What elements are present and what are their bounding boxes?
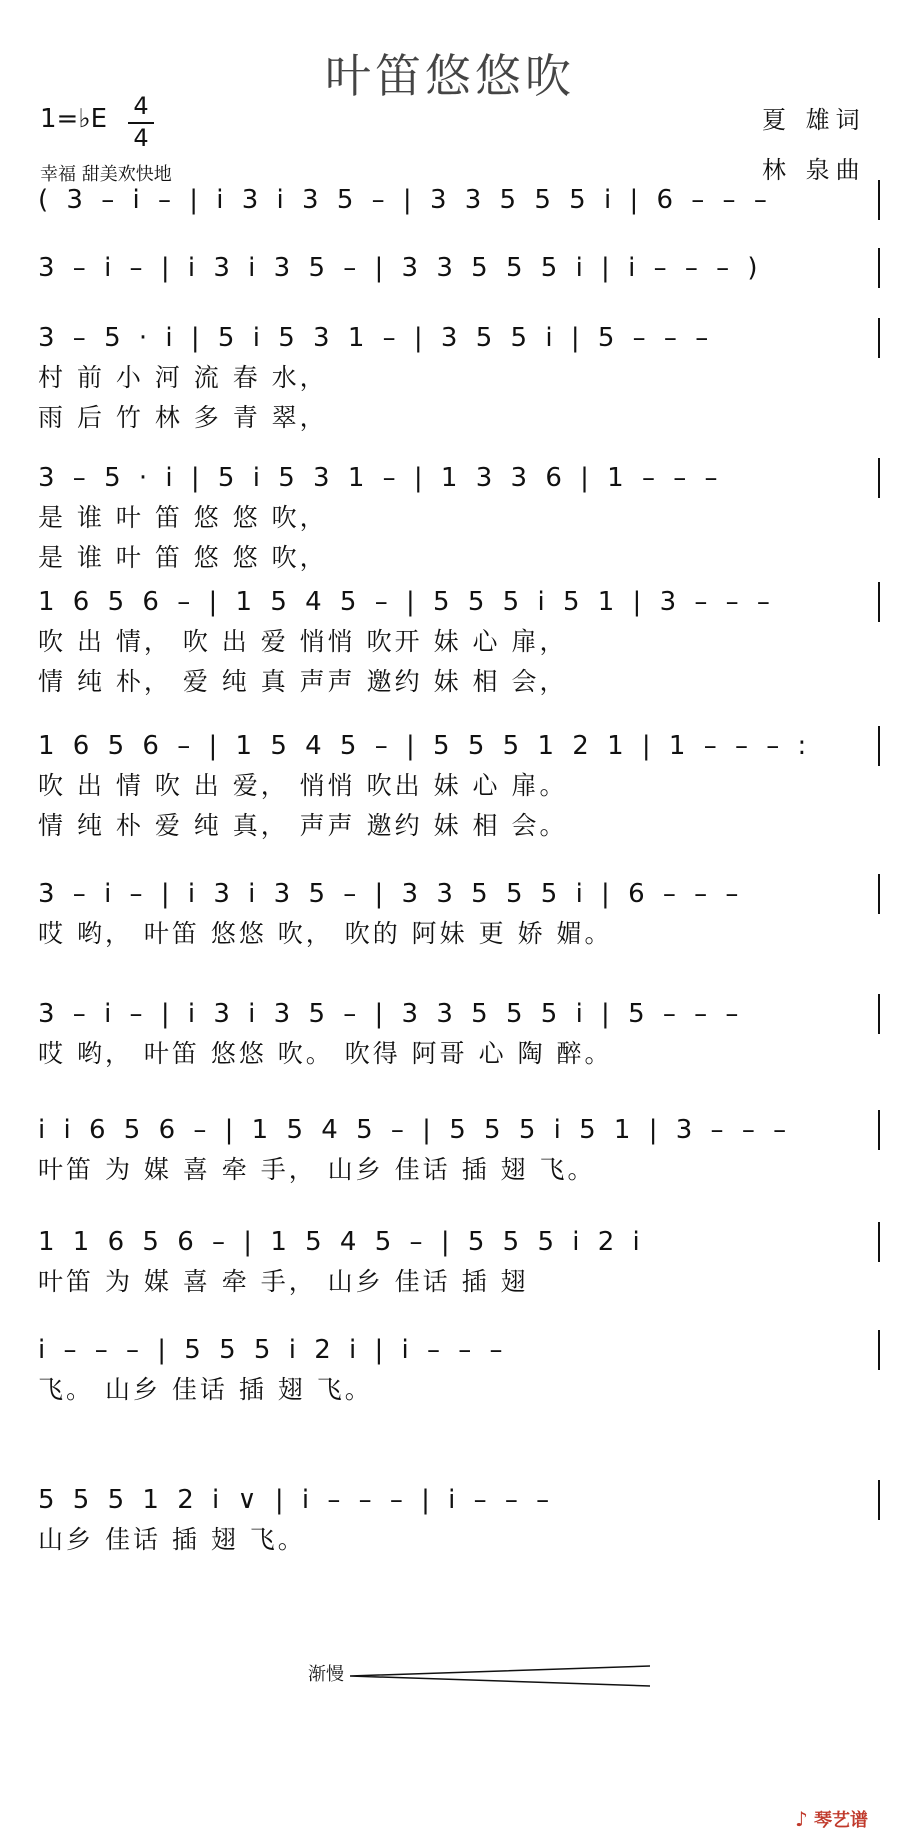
lyric-line: 情 纯 朴， 爱 纯 真 声声 邀约 妹 相 会， xyxy=(38,667,568,696)
lyric-line: 是 谁 叶 笛 悠 悠 吹， xyxy=(38,503,328,532)
notation-text: ( 3 – i – | i 3 i 3 5 – | 3 3 5 5 5 i | 6 – – – xyxy=(38,185,772,215)
notation-line xyxy=(30,1330,880,1370)
score-system xyxy=(30,1480,880,1560)
key-signature: 1=♭E xyxy=(40,104,108,134)
logo-icon: ♪ xyxy=(795,1807,808,1831)
notation-text: 3 – 5 · i | 5 i 5 3 1 – | 1 3 3 6 | 1 – – – xyxy=(38,463,723,493)
notation-text: 3 – 5 · i | 5 i 5 3 1 – | 3 5 5 i | 5 – – – xyxy=(38,323,714,353)
notation-line xyxy=(30,582,880,622)
notation-line xyxy=(30,874,880,914)
lyric-line: 吹 出 情， 吹 出 爱 悄悄 吹开 妹 心 扉， xyxy=(38,627,568,656)
score-system xyxy=(30,874,880,954)
lyric-line: 雨 后 竹 林 多 青 翠， xyxy=(38,403,328,432)
notation-line xyxy=(30,994,880,1034)
notation-text: i – – – | 5 5 5 i 2 i | i – – – xyxy=(38,1335,508,1365)
score-system xyxy=(30,1110,880,1190)
time-signature xyxy=(128,92,154,152)
notation-text: 5 5 5 1 2 i ∨ | i – – – | i – – – xyxy=(38,1485,555,1515)
meter-bottom: 4 xyxy=(133,124,149,152)
lyric-line: 叶笛 为 媒 喜 牵 手， 山乡 佳话 插 翅 飞。 xyxy=(38,1155,596,1184)
lyric-line: 哎 哟， 叶笛 悠悠 吹。 吹得 阿哥 心 陶 醉。 xyxy=(38,1039,613,1068)
score-system xyxy=(30,248,880,288)
tempo-change-marking: 渐慢 xyxy=(308,1664,344,1685)
notation-text: 1 1 6 5 6 – | 1 5 4 5 – | 5 5 5 i 2 i xyxy=(38,1227,645,1257)
lyric-line: 叶笛 为 媒 喜 牵 手， 山乡 佳话 插 翅 xyxy=(38,1267,529,1296)
score-system xyxy=(30,458,880,578)
lyricist-credit: 夏 雄词 xyxy=(762,106,866,134)
notation-line xyxy=(30,1480,880,1520)
score-system xyxy=(30,726,880,846)
watermark-text: 琴艺谱 xyxy=(814,1810,869,1831)
lyric-line: 是 谁 叶 笛 悠 悠 吹， xyxy=(38,543,328,572)
notation-line xyxy=(30,1222,880,1262)
lyric-line: 飞。 山乡 佳话 插 翅 飞。 xyxy=(38,1375,373,1404)
notation-text: 3 – i – | i 3 i 3 5 – | 3 3 5 5 5 i | i – – – ) xyxy=(38,253,763,283)
lyric-line: 哎 哟， 叶笛 悠悠 吹， 吹的 阿妹 更 娇 媚。 xyxy=(38,919,613,948)
notation-text: 3 – i – | i 3 i 3 5 – | 3 3 5 5 5 i | 5 – – – xyxy=(38,999,744,1029)
score-system xyxy=(30,994,880,1074)
notation-line xyxy=(30,318,880,358)
score-system xyxy=(30,180,880,220)
notation-line xyxy=(30,726,880,766)
notation-line xyxy=(30,180,880,220)
composer-credit: 林 泉曲 xyxy=(762,156,866,184)
lyric-line: 村 前 小 河 流 春 水， xyxy=(38,363,328,392)
decrescendo-hairpin xyxy=(350,1664,650,1688)
notation-text: 1 6 5 6 – | 1 5 4 5 – | 5 5 5 1 2 1 | 1 – – – : xyxy=(38,731,812,761)
score-system xyxy=(30,1330,880,1410)
lyric-line: 情 纯 朴 爱 纯 真， 声声 邀约 妹 相 会。 xyxy=(38,811,568,840)
notation-line xyxy=(30,248,880,288)
notation-text: i i 6 5 6 – | 1 5 4 5 – | 5 5 5 i 5 1 | 3 – – – xyxy=(38,1115,792,1145)
notation-line xyxy=(30,458,880,498)
meter-top: 4 xyxy=(128,92,154,124)
song-title: 叶笛悠悠吹 xyxy=(325,49,575,103)
score-system xyxy=(30,318,880,438)
score-system xyxy=(30,1222,880,1302)
tempo-marking: 幸福 甜美欢快地 xyxy=(40,164,172,185)
lyric-line: 吹 出 情 吹 出 爱， 悄悄 吹出 妹 心 扉。 xyxy=(38,771,568,800)
score-system xyxy=(30,582,880,702)
lyric-line: 山乡 佳话 插 翅 飞。 xyxy=(38,1525,306,1554)
notation-text: 3 – i – | i 3 i 3 5 – | 3 3 5 5 5 i | 6 – – – xyxy=(38,879,744,909)
notation-line xyxy=(30,1110,880,1150)
notation-text: 1 6 5 6 – | 1 5 4 5 – | 5 5 5 i 5 1 | 3 – – – xyxy=(38,587,775,617)
watermark-logo xyxy=(795,1806,868,1832)
